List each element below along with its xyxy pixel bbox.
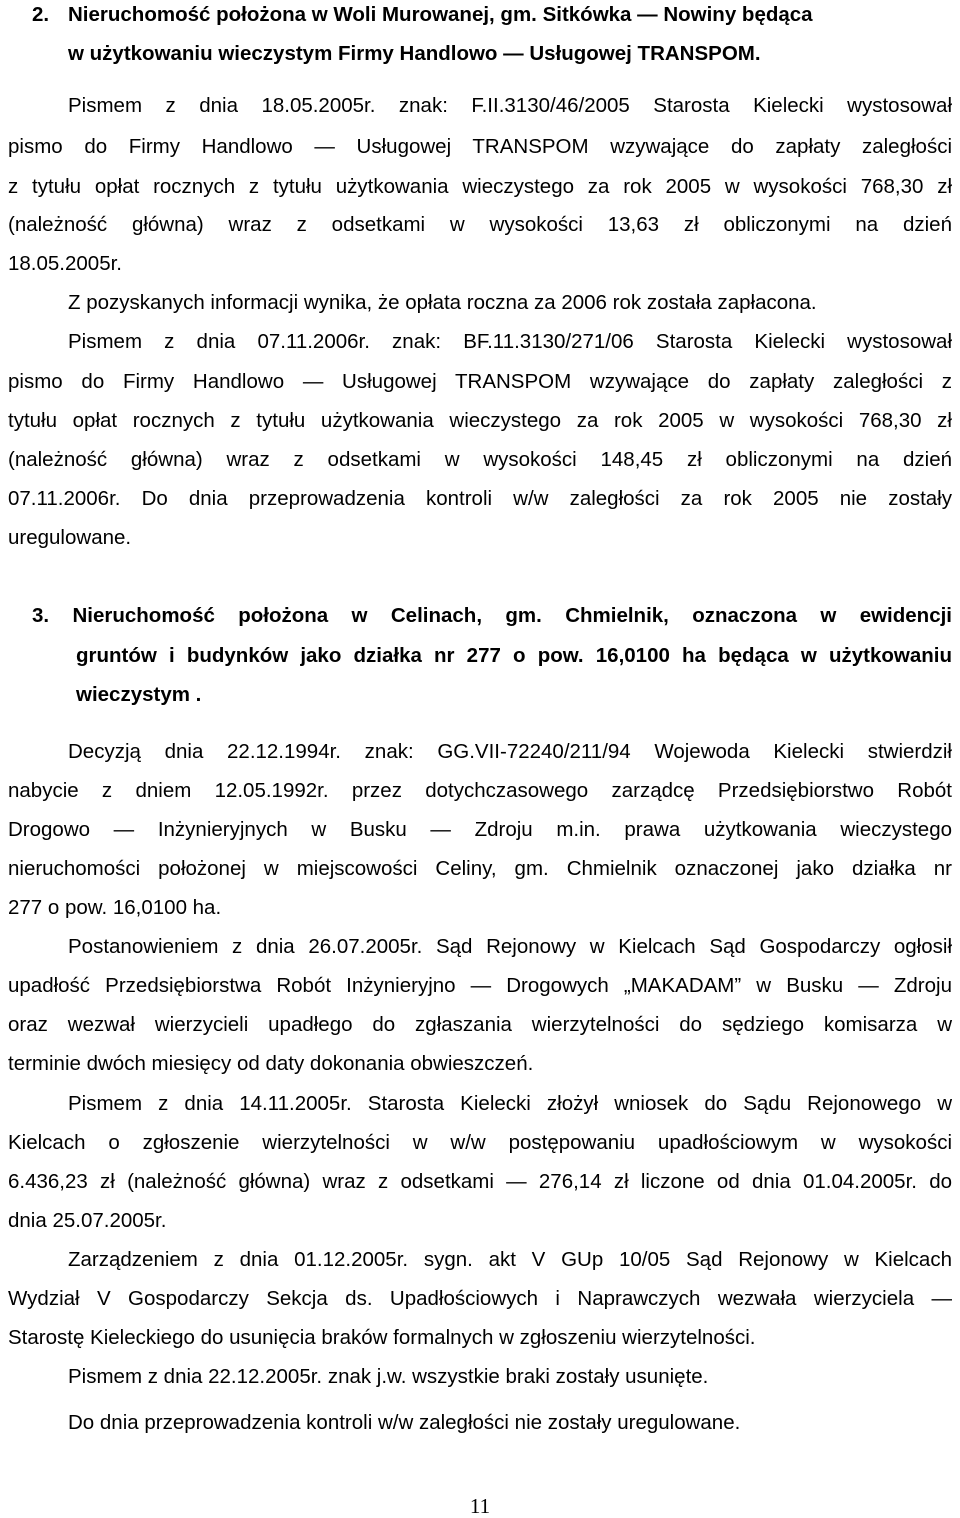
- section-2-paragraph-line: Pismem z dnia 18.05.2005r. znak: F.II.3130/46/2005 Starosta Kielecki wystosował: [68, 94, 952, 117]
- section-3-heading-line-2: gruntów i budynków jako działka nr 277 o pow. 16,0100 ha będąca w użytkowaniu: [76, 644, 952, 667]
- section-3-heading-line-1: 3. Nieruchomość położona w Celinach, gm. Chmielnik, oznaczona w ewidencji: [32, 604, 952, 627]
- section-3-paragraph-line: Kielcach o zgłoszenie wierzytelności w w/w postępowaniu upadłościowym w wysokości: [8, 1131, 952, 1154]
- section-3-paragraph-line: 6.436,23 zł (należność główna) wraz z odsetkami — 276,14 zł liczone od dnia 01.04.2005r. do: [8, 1170, 952, 1193]
- section-3-paragraph-line: 277 o pow. 16,0100 ha.: [8, 896, 222, 919]
- section-2-paragraph-line: 18.05.2005r.: [8, 252, 122, 275]
- section-3-paragraph-line: terminie dwóch miesięcy od daty dokonania obwieszczeń.: [8, 1052, 534, 1075]
- section-3-paragraph-line: oraz wezwał wierzycieli upadłego do zgłaszania wierzytelności do sędziego komisarza w: [8, 1013, 952, 1036]
- section-3-heading-line-3: wieczystym .: [76, 683, 202, 706]
- section-3-paragraph-line: Postanowieniem z dnia 26.07.2005r. Sąd Rejonowy w Kielcach Sąd Gospodarczy ogłosił: [68, 935, 952, 958]
- section-2-paragraph-line: z tytułu opłat rocznych z tytułu użytkowania wieczystego za rok 2005 w wysokości 768,30 zł: [8, 175, 952, 198]
- section-3-paragraph-line: upadłość Przedsiębiorstwa Robót Inżynieryjno — Drogowych „MAKADAM” w Busku — Zdroju: [8, 974, 952, 997]
- section-2-paragraph-line: (należność główna) wraz z odsetkami w wysokości 13,63 zł obliczonymi na dzień: [8, 213, 952, 236]
- page-number: 11: [469, 1494, 491, 1518]
- section-2-heading-number: 2.: [32, 3, 50, 26]
- section-2-paragraph-line: (należność główna) wraz z odsetkami w wysokości 148,45 zł obliczonymi na dzień: [8, 448, 952, 471]
- section-3-paragraph-line: Drogowo — Inżynieryjnych w Busku — Zdroju m.in. prawa użytkowania wieczystego: [8, 818, 952, 841]
- section-3-paragraph-line: nabycie z dniem 12.05.1992r. przez dotychczasowego zarządcę Przedsiębiorstwo Robót: [8, 779, 952, 802]
- section-2-paragraph-line: Pismem z dnia 07.11.2006r. znak: BF.11.3130/271/06 Starosta Kielecki wystosował: [68, 330, 952, 353]
- section-3-paragraph-line: Pismem z dnia 22.12.2005r. znak j.w. wszystkie braki zostały usunięte.: [68, 1365, 709, 1388]
- section-3-paragraph-line: Decyzją dnia 22.12.1994r. znak: GG.VII-72240/211/94 Wojewoda Kielecki stwierdził: [68, 740, 952, 763]
- section-2-heading-line-2: w użytkowaniu wieczystym Firmy Handlowo — Usługowej TRANSPOM.: [68, 42, 761, 65]
- section-2-paragraph-line: 07.11.2006r. Do dnia przeprowadzenia kontroli w/w zaległości za rok 2005 nie zostały: [8, 487, 952, 510]
- section-3-paragraph-line: Pismem z dnia 14.11.2005r. Starosta Kielecki złożył wniosek do Sądu Rejonowego w: [68, 1092, 952, 1115]
- section-2-paragraph-line: Z pozyskanych informacji wynika, że opłata roczna za 2006 rok została zapłacona.: [68, 291, 817, 314]
- section-3-paragraph-line: nieruchomości położonej w miejscowości Celiny, gm. Chmielnik oznaczonej jako działka nr: [8, 857, 952, 880]
- section-3-paragraph-line: Do dnia przeprowadzenia kontroli w/w zaległości nie zostały uregulowane.: [68, 1411, 741, 1434]
- section-3-paragraph-line: Zarządzeniem z dnia 01.12.2005r. sygn. akt V GUp 10/05 Sąd Rejonowy w Kielcach: [68, 1248, 952, 1271]
- section-2-paragraph-line: uregulowane.: [8, 526, 132, 549]
- section-2-paragraph-line: pismo do Firmy Handlowo — Usługowej TRANSPOM wzywające do zapłaty zaległości: [8, 135, 952, 158]
- section-3-paragraph-line: Starostę Kieleckiego do usunięcia braków formalnych w zgłoszeniu wierzytelności.: [8, 1326, 756, 1349]
- section-2-paragraph-line: pismo do Firmy Handlowo — Usługowej TRANSPOM wzywające do zapłaty zaległości z: [8, 370, 952, 393]
- section-3-paragraph-line: Wydział V Gospodarczy Sekcja ds. Upadłościowych i Naprawczych wezwała wierzyciela —: [8, 1287, 952, 1310]
- section-3-paragraph-line: dnia 25.07.2005r.: [8, 1209, 167, 1232]
- section-2-paragraph-line: tytułu opłat rocznych z tytułu użytkowania wieczystego za rok 2005 w wysokości 768,30 zł: [8, 409, 952, 432]
- section-2-heading-line-1: Nieruchomość położona w Woli Murowanej, gm. Sitkówka — Nowiny będąca: [68, 3, 813, 26]
